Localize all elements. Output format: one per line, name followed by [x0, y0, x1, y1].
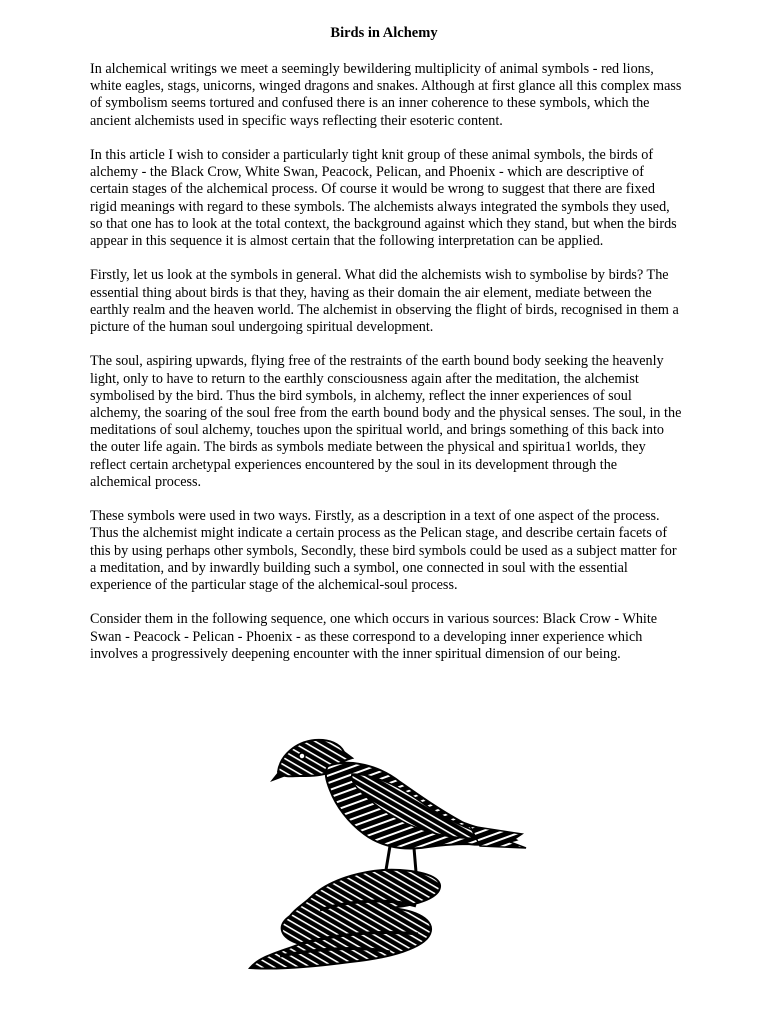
paragraph-2: In this article I wish to consider a particularly tight knit group of these animal symbols, the birds of alchemy - the Black Crow, White Swan, Peacock, Pelican, and Phoenix - which are descriptive of certain stages of the alchemical process. Of course it would be wrong to suggest that there are fixed rigid meanings with regard to these symbols. The alchemists always integrated the symbols they used, so that one has to look at the total context, the background against which they stand, but when the birds appear in this sequence it is almost certain that the following interpretation can be applied. [90, 147, 677, 250]
paragraph-3: Firstly, let us look at the symbols in general. What did the alchemists wish to symbolise by birds? The essential thing about birds is that they, having as their domain the air element, mediate between the earthly realm and the heaven world. The alchemist in observing the flight of birds, recognised in them a picture of the human soul undergoing spiritual development. [90, 267, 679, 336]
paragraph-5: These symbols were used in two ways. Firstly, as a description in a text of one aspect of the process. Thus the alchemist might indicate a certain process as the Pelican stage, and describe certain facets of this by using perhaps other symbols, Secondly, these bird symbols could be used as a subject matter for a meditation, and by inwardly building such a symbol, one connected in soul with the essential experience of the particular stage of the alchemical-soul process. [90, 508, 677, 594]
article-body [90, 61, 682, 680]
paragraph-4: The soul, aspiring upwards, flying free of the restraints of the earth bound body seeking the heavenly light, only to have to return to the earthly consciousness again after the meditation, the alchemist symbolised by the bird. Thus the bird symbols, in alchemy, reflect the inner experiences of soul alchemy, the soaring of the soul free from the earth bound body and the physical senses. The soul, in the meditations of soul alchemy, touches upon the spiritual world, and brings something of this back into the outer life again. The birds as symbols mediate between the physical and spiritua1 worlds, they reflect certain archetypal experiences encountered by the soul in its development through the alchemical process. [90, 353, 682, 490]
crow-illustration [240, 730, 530, 980]
paragraph-6: Consider them in the following sequence, one which occurs in various sources: Black Crow - White Swan - Peacock - Pelican - Phoenix - as these correspond to a developing inner experience which involves a progressively deepening encounter with the inner spiritual dimension of our being. [90, 611, 658, 662]
paragraph-1: In alchemical writings we meet a seemingly bewildering multiplicity of animal symbols - red lions, white eagles, stags, unicorns, winged dragons and snakes. Although at first glance all this complex mass of symbolism seems tortured and confused there is an inner coherence to these symbols, which the ancient alchemists used in specific ways reflecting their esoteric content. [90, 61, 682, 129]
page-title: Birds in Alchemy [330, 25, 438, 41]
crow-figure [250, 740, 526, 969]
